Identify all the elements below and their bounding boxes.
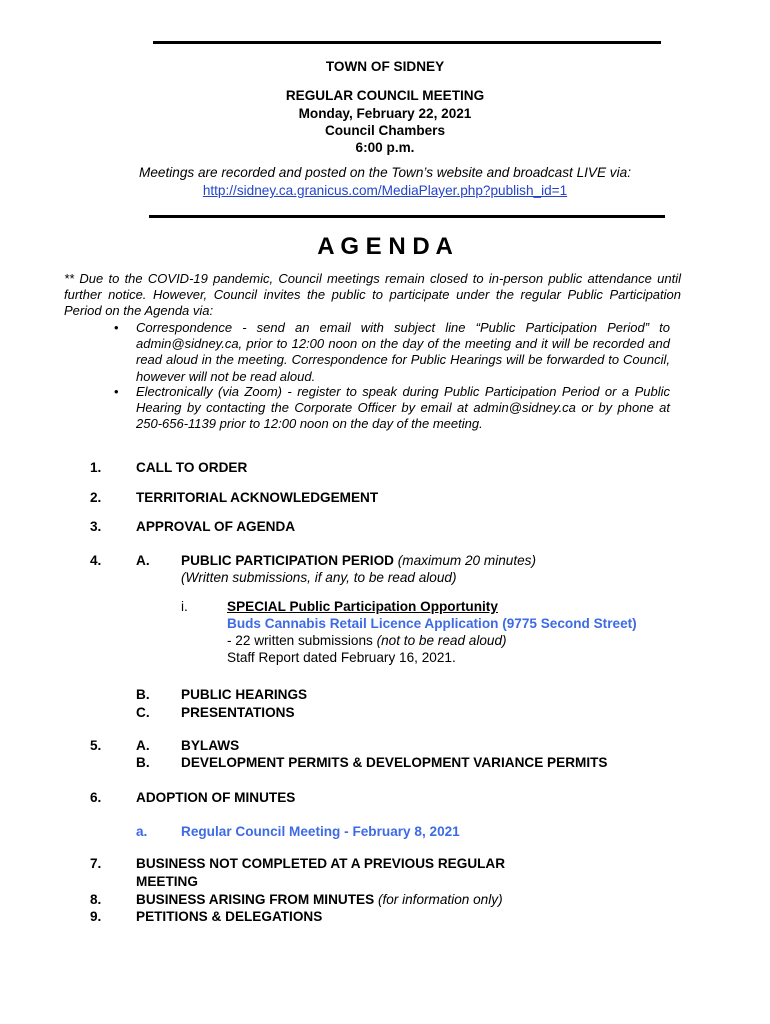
public-participation-duration: (maximum 20 minutes)	[397, 553, 536, 568]
item-number: 7.	[90, 856, 102, 871]
meeting-location: Council Chambers	[324, 123, 446, 138]
petitions-delegations-label: PETITIONS & DELEGATIONS	[136, 909, 323, 924]
meeting-title: REGULAR COUNCIL MEETING	[285, 88, 485, 103]
org-name: TOWN OF SIDNEY	[325, 59, 445, 74]
staff-report-line: Staff Report dated February 16, 2021.	[227, 650, 456, 665]
submissions-read-note: (not to be read aloud)	[376, 633, 507, 648]
item-territorial-acknowledgement: TERRITORIAL ACKNOWLEDGEMENT	[136, 490, 379, 505]
special-participation-title: SPECIAL Public Participation Opportunity	[227, 599, 498, 614]
zoom-bullet: Electronically (via Zoom) - register to speak during Public Participation Period or a Public Hearing by contacting the Corporate Officer by email at admin@sidney.ca or by phone at 250-656-1139 prior to 12:00 noon on the day of the meeting.	[136, 384, 670, 432]
correspondence-bullet: Correspondence - send an email with subject line “Public Participation Period” to admin@sidney.ca, prior to 12:00 noon on the day of the meeting and it will be recorded and read aloud in the meeting. Correspondence for Public Hearings will be forwarded to Council, however will not be read aloud.	[136, 320, 670, 384]
public-participation-row	[181, 552, 536, 569]
public-participation-label: PUBLIC PARTICIPATION PERIOD	[181, 553, 394, 568]
item-number: 5.	[90, 738, 102, 753]
business-arising-row	[136, 891, 503, 908]
top-rule	[153, 41, 661, 44]
item-number: 9.	[90, 909, 102, 924]
item-approval-of-agenda: APPROVAL OF AGENDA	[136, 519, 296, 534]
written-submissions-note: (Written submissions, if any, to be read aloud)	[181, 570, 457, 585]
business-not-completed-label: BUSINESS NOT COMPLETED AT A PREVIOUS REGULAR	[136, 856, 506, 871]
meeting-date: Monday, February 22, 2021	[298, 106, 472, 121]
bylaws-label: BYLAWS	[181, 738, 240, 753]
regular-council-minutes-link[interactable]: Regular Council Meeting - February 8, 2021	[181, 824, 460, 839]
covid-notice: ** Due to the COVID-19 pandemic, Council meetings remain closed to in-person public attendance until further notice. However, Council invites the public to participate under the regular Public Participation Period on the Agenda via:	[64, 271, 681, 319]
bullet-dot: •	[114, 384, 119, 399]
presentations-label: PRESENTATIONS	[181, 705, 295, 720]
broadcast-note: Meetings are recorded and posted on the Town’s website and broadcast LIVE via:	[139, 165, 631, 180]
agenda-title: A G E N D A	[317, 233, 453, 260]
development-permits-label: DEVELOPMENT PERMITS & DEVELOPMENT VARIANCE PERMITS	[181, 755, 608, 770]
item-letter: A.	[136, 738, 150, 753]
item-letter: B.	[136, 687, 150, 702]
written-submissions-count	[227, 632, 507, 649]
public-hearings-label: PUBLIC HEARINGS	[181, 687, 308, 702]
item-number: 2.	[90, 490, 102, 505]
adoption-of-minutes-label: ADOPTION OF MINUTES	[136, 790, 296, 805]
item-letter: C.	[136, 705, 150, 720]
broadcast-link[interactable]: http://sidney.ca.granicus.com/MediaPlayer.php?publish_id=1	[202, 183, 568, 198]
item-number: 6.	[90, 790, 102, 805]
sub-item-number: i.	[181, 599, 188, 614]
item-number: 4.	[90, 553, 102, 568]
header-bottom-rule	[149, 215, 665, 218]
item-number: 1.	[90, 460, 102, 475]
business-arising-note: (for information only)	[377, 892, 503, 907]
item-number: 3.	[90, 519, 102, 534]
business-arising-label: BUSINESS ARISING FROM MINUTES	[136, 892, 375, 907]
item-letter: B.	[136, 755, 150, 770]
item-number: 8.	[90, 892, 102, 907]
submissions-count-text: - 22 written submissions	[227, 633, 373, 648]
buds-cannabis-link[interactable]: Buds Cannabis Retail Licence Application (9775 Second Street)	[227, 616, 637, 631]
item-call-to-order: CALL TO ORDER	[136, 460, 248, 475]
broadcast-link-row	[0, 183, 770, 198]
meeting-time: 6:00 p.m.	[355, 140, 415, 155]
business-not-completed-label-cont: MEETING	[136, 874, 198, 889]
bullet-dot: •	[114, 320, 119, 335]
item-letter: A.	[136, 553, 150, 568]
item-letter: a.	[136, 824, 148, 839]
